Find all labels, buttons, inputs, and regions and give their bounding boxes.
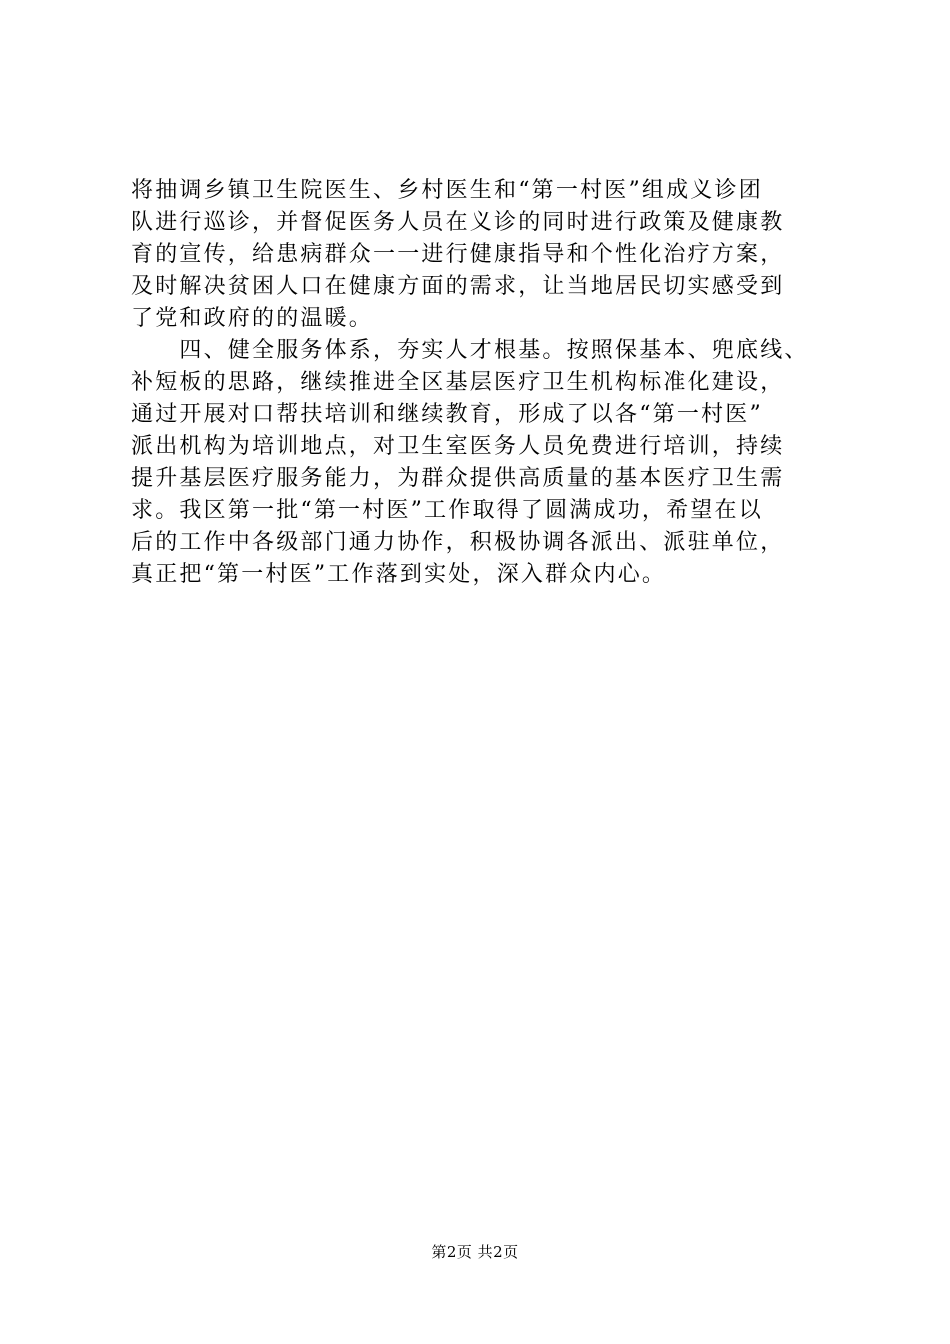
text-line: 育的宣传，给患病群众一一进行健康指导和个性化治疗方案， — [131, 242, 785, 267]
text-line: 派出机构为培训地点，对卫生室医务人员免费进行培训，持续 — [131, 434, 785, 459]
text-line: 通过开展对口帮扶培训和继续教育，形成了以各“第一村医” — [131, 402, 763, 427]
text-line: 了党和政府的的温暖。 — [131, 306, 374, 331]
text-line: 队进行巡诊，并督促医务人员在义诊的同时进行政策及健康教 — [131, 210, 785, 235]
text-line: 求。我区第一批“第一村医”工作取得了圆满成功，希望在以 — [131, 498, 763, 523]
text-line: 真正把“第一村医”工作落到实处，深入群众内心。 — [131, 562, 667, 587]
body-text — [131, 175, 831, 591]
text-line: 后的工作中各级部门通力协作，积极协调各派出、派驻单位， — [131, 530, 785, 555]
text-line: 将抽调乡镇卫生院医生、乡村医生和“第一村医”组成义诊团 — [131, 178, 763, 203]
text-line: 提升基层医疗服务能力，为群众提供高质量的基本医疗卫生需 — [131, 466, 785, 491]
text-line: 及时解决贫困人口在健康方面的需求，让当地居民切实感受到 — [131, 274, 785, 299]
text-line: 补短板的思路，继续推进全区基层医疗卫生机构标准化建设， — [131, 370, 785, 395]
page-number-footer: 第2页 共2页 — [431, 1243, 519, 1261]
text-line: 四、健全服务体系，夯实人才根基。按照保基本、兜底线、 — [131, 338, 809, 363]
